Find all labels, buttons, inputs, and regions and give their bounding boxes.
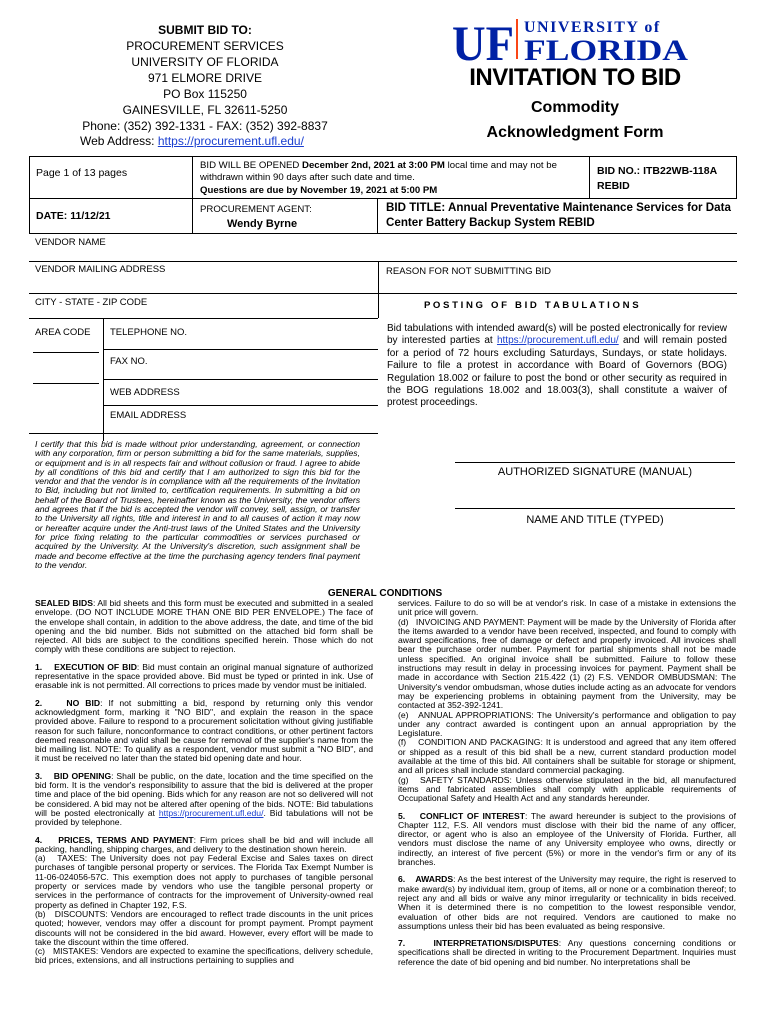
prices-clause: 4. PRICES, TERMS AND PAYMENT: Firm prices shall be bid and will include all packing, handling, shipping charges, and delivery to the destination shown herein. bbox=[35, 834, 373, 854]
invoicing-clause: (d) INVOICING AND PAYMENT: Payment will be made by the University of Florida after the items awarded to a vendor have been received, inspected, and found to comply with award specifications, free of damage or defect and properly invoiced. All invoices shall bear the purchase order number. Payment for partial shipments shall not be made unless specified. An original invoice shall be submitted. Failure to follow these instructions may result in delay in processing invoices for payment. Payment shall be made in accordance with Section 215.422 (1) (2) F.S. VENDOR OMBUDSMAN: The University's vendor ombudsman, whose duties include acting as an advocate for vendors may be experiencing problems in obtaining payment from the University, may be contacted at 352-392-1241. bbox=[398, 616, 739, 711]
vendor-name-label: VENDOR NAME bbox=[35, 237, 106, 248]
pages-box bbox=[29, 156, 193, 199]
posting-body: Bid tabulations with intended award(s) will be posted electronically for review by interested parties at https://procurement.ufl.edu/ and will remain posted for a period of 72 hours excluding Saturdays, Sundays, or state holidays. Failure to file a protest in accordance with Board of Governors (BOG) Regulation 18.002 or failure to post the bond or other security as required in the BOG regulations 18.002 and 18.003(3), shall constitute a waiver of protest proceedings. bbox=[387, 323, 727, 409]
subtitle-commodity: Commodity bbox=[531, 99, 619, 116]
opening-text: BID WILL BE OPENED December 2nd, 2021 at 3:00 PM local time and may not be withdrawn within 90 days after such date and time. bbox=[200, 160, 557, 183]
disputes-clause: 7. INTERPRETATIONS/DISPUTES: Any questions concerning conditions or specifications shall be directed in writing to the Procurement Department. Inquiries must reference the date of bid opening and bid number. No interpretations shall be bbox=[398, 938, 736, 967]
telephone-label: TELEPHONE NO. bbox=[110, 327, 188, 338]
name-title-line bbox=[455, 508, 735, 509]
web-address bbox=[80, 134, 304, 148]
address-line: GAINESVILLE, FL 32611-5250 bbox=[122, 103, 288, 117]
no-bid-clause: 2. NO BID: If not submitting a bid, respond by returning only this vendor acknowledgment form, marking it "NO BID", and explain the reason in the space provided above. Failure to respond to a procurement solicitation without giving justifiable reason for such failure, nonconformance to contract conditions, or other pertinent factors deemed reasonable and valid shall be cause for removal of the supplier's name from the bid mailing list. NOTE: To qualify as a respondent, vendor must submit a "NO BID", and it must be received no later than the stated bid opening date and hour. bbox=[35, 697, 374, 764]
discounts-clause: (b) DISCOUNTS: Vendors are encouraged to reflect trade discounts in the unit prices quoted; however, vendors may offer a discount for prompt payment. Prompt payment discounts will not be considered in the bid award. However, every effort will be made to take the discount within the time offered. bbox=[35, 908, 376, 947]
opening-box bbox=[192, 156, 590, 199]
general-conditions-title: GENERAL CONDITIONS bbox=[327, 588, 443, 599]
area-code-label: AREA CODE bbox=[35, 327, 91, 338]
address-line: UNIVERSITY OF FLORIDA bbox=[131, 55, 279, 69]
questions-due: Questions are due by November 19, 2021 at 5:00 PM bbox=[200, 185, 438, 196]
bid-title: BID TITLE: Annual Preventative Maintenance Services for Data Center Battery Backup System REBID bbox=[386, 201, 731, 229]
agent-label: PROCUREMENT AGENT: bbox=[200, 204, 312, 215]
page-count: Page 1 of 13 pages bbox=[36, 167, 128, 179]
uf-logo bbox=[452, 16, 690, 62]
address-line: PO Box 115250 bbox=[163, 87, 247, 101]
submit-bid-heading: SUBMIT BID TO: bbox=[158, 23, 252, 37]
area-code-line bbox=[33, 383, 99, 384]
bid-tab-link[interactable]: https://procurement.ufl.edu/ bbox=[158, 807, 264, 818]
web-address-label: Web Address: bbox=[80, 134, 158, 148]
divider bbox=[103, 349, 378, 350]
address-line: Phone: (352) 392-1331 - FAX: (352) 392-8837 bbox=[82, 119, 328, 133]
divider bbox=[29, 318, 378, 319]
conflict-clause: 5. CONFLICT OF INTEREST: The award hereunder is subject to the provisions of Chapter 112, F.S. All vendors must disclose with their bid the name of any officer, director, or agent who is also an employee of the University of Florida. Further, all vendors must disclose the name of any University employee who owns, directly or indirectly, an interest of five percent (5%) or more in the vendor's firm or any of its branches. bbox=[398, 810, 736, 868]
divider bbox=[103, 379, 378, 380]
bid-number: BID NO.: ITB22WB-118A REBID bbox=[597, 165, 717, 192]
divider bbox=[29, 261, 737, 262]
posting-title: P O S T I N G O F B I D T A B U L A T I O N S bbox=[424, 300, 639, 311]
taxes-clause: (a) TAXES: The University does not pay Federal Excise and Sales taxes on direct purchases of tangible personal property or services. The Florida Tax Exempt Number is 11-06-024056-57C. This exemption does not apply to purchases of tangible personal property or services made by vendors who use the tangible personal property or services in the performance of contracts for the improvement of University-owned real property as defined in Chapter 192, F.S. bbox=[35, 853, 376, 910]
posting-link[interactable]: https://procurement.ufl.edu/ bbox=[496, 335, 619, 347]
web-address-link[interactable]: https://procurement.ufl.edu/ bbox=[157, 134, 304, 148]
subtitle-acknowledgment: Acknowledgment Form bbox=[486, 124, 664, 141]
mistakes-clause: (c) MISTAKES: Vendors are expected to examine the specifications, delivery schedule, bid prices, extensions, and all instructions pertaining to supplies and bbox=[35, 946, 376, 966]
email-address-label: EMAIL ADDRESS bbox=[110, 410, 187, 421]
address-line: 971 ELMORE DRIVE bbox=[147, 71, 263, 85]
authorized-signature-label: AUTHORIZED SIGNATURE (MANUAL) bbox=[497, 466, 693, 478]
address-line: PROCUREMENT SERVICES bbox=[126, 39, 284, 53]
packaging-clause: (f) CONDITION AND PACKAGING: It is understood and agreed that any item offered or shipped as a result of this bid shall be a new, current standard production model available at the time of this bid. All containers shall be suitable for storage or shipment, and all prices shall include standard commercial packaging. bbox=[398, 737, 739, 776]
certification-statement: I certify that this bid is made without prior understanding, agreement, or connection with any corporation, firm or person submitting a bid for the same materials, supplies, or equipment and is in all respects fair and without collusion or fraud. I agree to abide by all conditions of this bid and certify that I am authorized to sign this bid for the vendor and that the vendor is in compliance with all the requirements of the Invitation to Bid, including but not limited to, certification requirements. In submitting a bid on behalf of the Board of Trustees, hereinafter known as the University, the vendor offers and agrees that if the bid is accepted the vendor will convey, sell, assign, or transfer to the University all rights, title and interest in and to all causes of action it may now or hereafter acquire under the Anti-trust laws of the United States and the University for price fixing relating to the particular commodities or services purchased or acquired by the University. At the University's discretion, such assignment shall be made and become effective at the time the purchasing agency tenders final payment to the vendor. bbox=[35, 439, 360, 570]
uf-logo-university: UNIVERSITY of bbox=[524, 19, 661, 36]
page-title: INVITATION TO BID bbox=[469, 64, 681, 91]
bid-date: DATE: 11/12/21 bbox=[36, 210, 111, 222]
signature-line bbox=[455, 462, 735, 463]
reason-not-submitting-label: REASON FOR NOT SUBMITTING BID bbox=[386, 266, 552, 277]
uf-logo-florida: FLORIDA bbox=[524, 34, 689, 62]
awards-clause: 6. AWARDS: As the best interest of the University may require, the right is reserved to make award(s) by individual item, group of items, all or none or a combination thereof; to reject any and all bids or waive any minor irregularity or technicality in bids received. When it is determined there is no competition to the lowest responsible vendor, evaluation of other bids are not required. Vendors are cautioned to make no assumptions unless their bid has been evaluated as being responsive. bbox=[398, 874, 736, 931]
submit-bid-block bbox=[60, 22, 350, 134]
date-box bbox=[29, 198, 193, 234]
divider bbox=[103, 405, 378, 406]
appropriations-clause: (e) ANNUAL APPROPRIATIONS: The University's performance and obligation to pay under any contract awarded is contingent upon an annual appropriation by the Legislature. bbox=[398, 709, 739, 739]
divider bbox=[378, 261, 379, 294]
general-conditions-right bbox=[398, 598, 739, 967]
name-title-label: NAME AND TITLE (TYPED) bbox=[526, 514, 664, 526]
fax-label: FAX NO. bbox=[110, 356, 148, 367]
area-code-line bbox=[33, 352, 99, 353]
web-address-label: WEB ADDRESS bbox=[110, 387, 180, 398]
agent-box bbox=[192, 198, 378, 234]
bid-opening-clause: 3. BID OPENING: Shall be public, on the date, location and the time specified on the bid form. It is the vendor's responsibility to assure that the bid is delivered at the proper time and place of the bid opening. Bids which for any reason are not so delivered will not be considered. A bid may not be altered after opening of the bids. NOTE: Bid tabulations will be posted electronically at https://procurement.ufl.edu/. Bid tabulations will not be provided by telephone. bbox=[35, 770, 373, 828]
mistakes-continued: services. Failure to do so will be at vendor's risk. In case of a mistake in extensions the unit price will govern. bbox=[398, 598, 736, 618]
bid-number-box bbox=[589, 156, 737, 199]
divider bbox=[29, 433, 378, 434]
safety-clause: (g) SAFETY STANDARDS: Unless otherwise stipulated in the bid, all manufactured items and fabricated assemblies shall comply with applicable requirements of Occupational Safety and Health Act and any standards hereunder. bbox=[398, 774, 739, 804]
agent-name: Wendy Byrne bbox=[227, 218, 298, 230]
sealed-bids-clause: SEALED BIDS: All bid sheets and this form must be executed and submitted in a sealed envelope. (DO NOT INCLUDE MORE THAN ONE BID PER ENVELOPE.) The face of the envelope shall contain, in addition to the above address, the date, and time of the bid opening and the bid number. Bids not submitted on the attached bid form shall be rejected. All bids are subject to the conditions specified herein. Those which do not comply with these conditions are subject to rejection. bbox=[35, 598, 374, 655]
uf-logo-mark: UF bbox=[452, 16, 514, 62]
divider bbox=[378, 293, 379, 318]
divider bbox=[29, 293, 737, 294]
execution-clause: 1. EXECUTION OF BID: Bid must contain an original manual signature of authorized representative in the space provided above. Bid must be typed or printed in ink. Use of erasable ink is not permitted. All corrections to prices made by vendor must be initialed. bbox=[35, 661, 373, 691]
divider bbox=[29, 233, 737, 234]
general-conditions-left bbox=[35, 598, 376, 966]
vendor-mailing-label: VENDOR MAILING ADDRESS bbox=[35, 264, 166, 275]
city-state-zip-label: CITY - STATE - ZIP CODE bbox=[35, 297, 148, 308]
